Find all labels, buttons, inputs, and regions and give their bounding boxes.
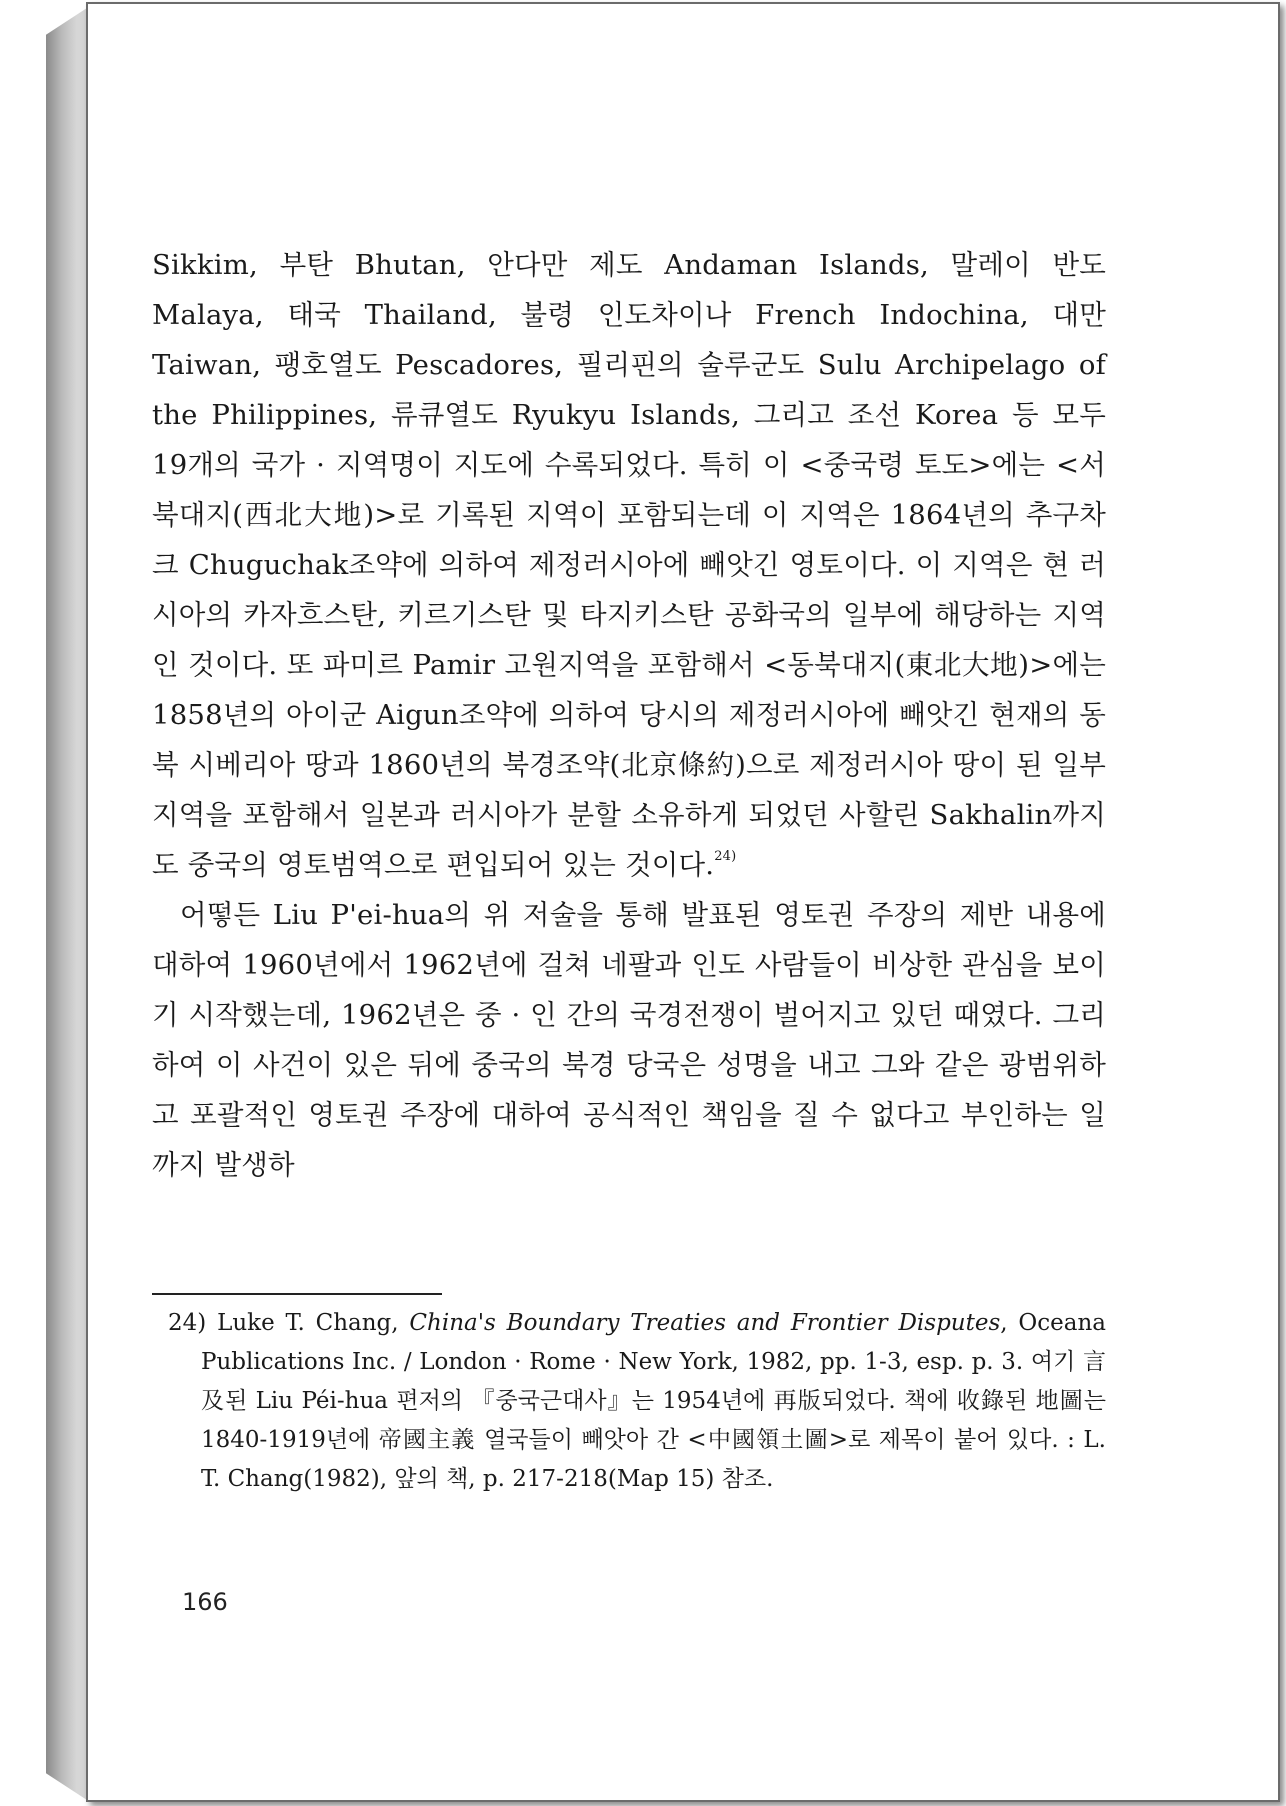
footnote-number: 24): [168, 1310, 207, 1336]
footnote: [168, 1304, 1106, 1499]
page-number: 166: [182, 1588, 228, 1616]
body-paragraph: [152, 240, 1106, 890]
paragraph-text: Sikkim, 부탄 Bhutan, 안다만 제도 Andaman Islands, 말레이 반도 Malaya, 태국 Thailand, 불령 인도차이나 French Indochina, 대만 Taiwan, 팽호열도 Pescadores, 필리핀의 술루군도 Sulu Archipelago of the Philippines, 류큐열도 Ryukyu Islands, 그리고 조선 Korea 등 모두 19개의 국가 · 지역명이 지도에 수록되었다. 특히 이 <중국령 토도>에는 <서북대지(西北大地)>로 기록된 지역이 포함되는데 이 지역은 1864년의 추구차크 Chuguchak조약에 의하여 제정러시아에 빼앗긴 영토이다. 이 지역은 현 러시아의 카자흐스탄, 키르기스탄 및 타지키스탄 공화국의 일부에 해당하는 지역인 것이다. 또 파미르 Pamir 고원지역을 포함해서 <동북대지(東北大地)>에는 1858년의 아이군 Aigun조약에 의하여 당시의 제정러시아에 빼앗긴 현재의 동북 시베리아 땅과 1860년의 북경조약(北京條約)으로 제정러시아 땅이 된 일부 지역을 포함해서 일본과 러시아가 분할 소유하게 되었던 사할린 Sakhalin까지도 중국의 영토범역으로 편입되어 있는 것이다.: [152, 249, 1106, 881]
footnote-author: Luke T. Chang,: [206, 1310, 410, 1336]
footnote-text: , Oceana Publications Inc. / London · Rome · New York, 1982, pp. 1-3, esp. p. 3. 여기 言及된 Liu Péi-hua 편저의 『중국근대사』는 1954년에 再版되었다. 책에 收錄된 地圖는 1840-1919년에 帝國主義 열국들이 빼앗아 간 <中國領土圖>로 제목이 붙어 있다. : L. T. Chang(1982), 앞의 책, p. 217-218(Map 15) 참조.: [201, 1310, 1106, 1492]
footnote-reference: 24): [714, 849, 737, 864]
footnote-divider: [152, 1293, 442, 1295]
body-paragraph: 어떻든 Liu P'ei-hua의 위 저술을 통해 발표된 영토권 주장의 제반 내용에 대하여 1960년에서 1962년에 걸쳐 네팔과 인도 사람들이 비상한 관심을 보이기 시작했는데, 1962년은 중 · 인 간의 국경전쟁이 벌어지고 있던 때였다. 그리하여 이 사건이 있은 뒤에 중국의 북경 당국은 성명을 내고 그와 같은 광범위하고 포괄적인 영토권 주장에 대하여 공식적인 책임을 질 수 없다고 부인하는 일까지 발생하: [152, 899, 1106, 1181]
book-spine-edge: [46, 6, 90, 1802]
footnote-book-title: China's Boundary Treaties and Frontier Disputes: [409, 1310, 1001, 1336]
footnote-entry: [168, 1304, 1106, 1499]
body-text: [152, 240, 1106, 1190]
